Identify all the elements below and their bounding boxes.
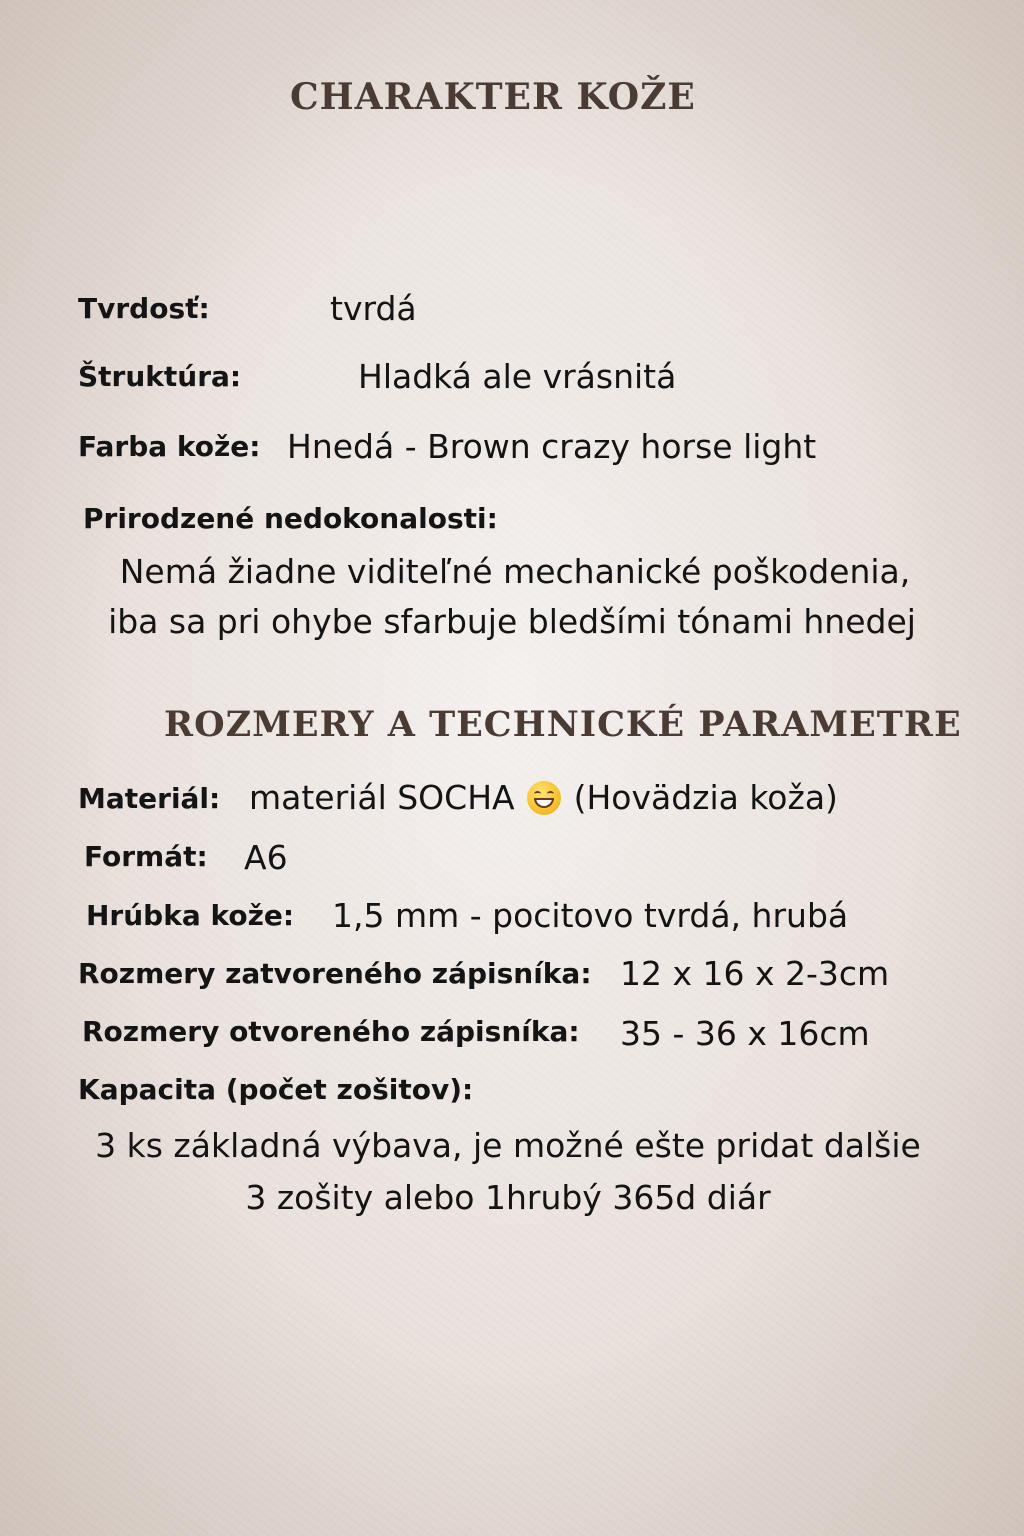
label-natural-imperfections: Prirodzené nedokonalosti: [83,502,498,535]
label-open-dimensions: Rozmery otvoreného zápisníka: [82,1015,580,1048]
section-title-leather-character: CHARAKTER KOŽE [290,76,696,118]
value-material-text: materiál SOCHA [249,778,515,817]
label-leather-thickness: Hrúbka kože: [86,899,295,932]
label-closed-dimensions: Rozmery zatvoreného zápisníka: [78,957,592,990]
value-leather-thickness: 1,5 mm - pocitovo tvrdá, hrubá [332,896,849,935]
grinning-face-icon [527,781,561,815]
label-leather-color: Farba kože: [78,430,261,463]
imperfections-line-1: Nemá žiadne viditeľné mechanické poškodenia, [119,552,911,591]
imperfections-line-2: iba sa pri ohybe sfarbuje bledšími tónami hnedej [108,602,916,641]
capacity-line-2: 3 zošity alebo 1hrubý 365d diár [245,1178,771,1217]
value-structure: Hladká ale vrásnitá [358,357,677,396]
value-material-note: (Hovädzia koža) [573,778,838,817]
value-leather-color: Hnedá - Brown crazy horse light [287,427,817,466]
label-structure: Štruktúra: [78,360,242,393]
value-closed-dimensions: 12 x 16 x 2-3cm [620,954,890,993]
label-capacity: Kapacita (počet zošitov): [78,1073,474,1106]
label-material: Materiál: [78,782,221,815]
value-open-dimensions: 35 - 36 x 16cm [620,1014,870,1053]
capacity-line-1: 3 ks základná výbava, je možné ešte pridat dalšie [95,1126,921,1165]
label-hardness: Tvrdosť: [78,292,210,325]
value-material [249,778,838,817]
value-hardness: tvrdá [330,289,417,328]
value-format: A6 [244,838,288,877]
label-format: Formát: [84,840,208,873]
section-title-dimensions: ROZMERY A TECHNICKÉ PARAMETRE [164,704,962,745]
